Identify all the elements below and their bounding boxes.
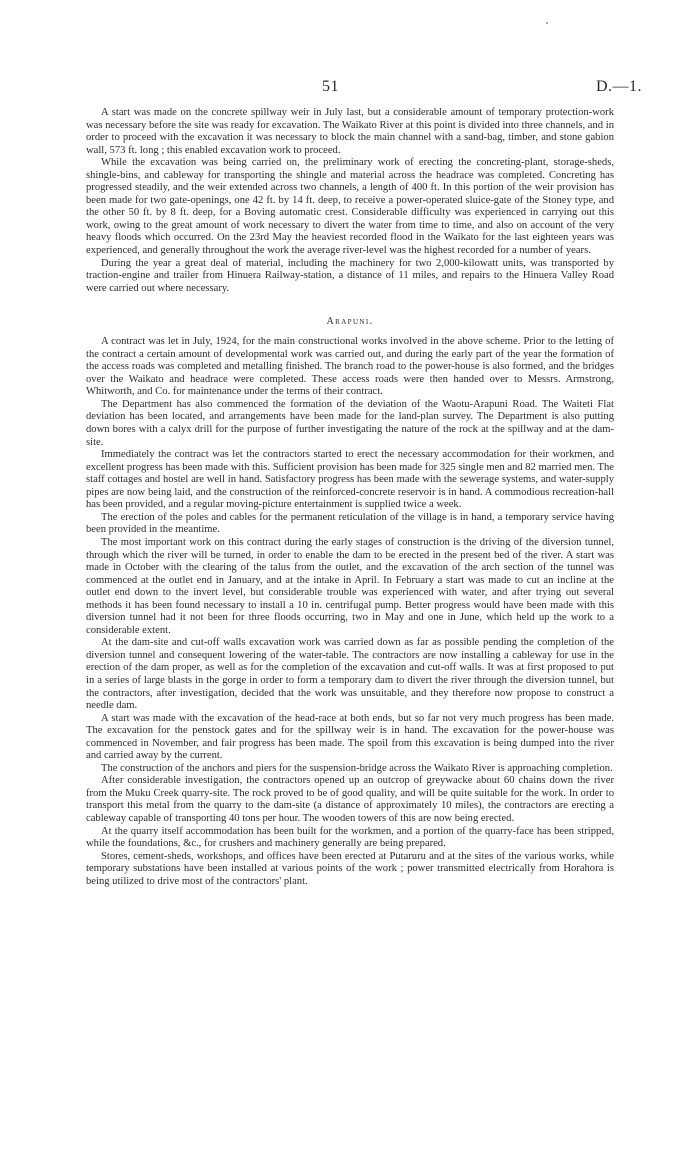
- paragraph: Immediately the contract was let the contractors started to erect the necessary accommodation for their workmen, and excellent progress has been made with this. Sufficient provision has been made for 325 single men and 82 married men. The staff cottages and hostel are well in hand. Satisfactory progress has been made with the sewerage systems, and water-supply pipes are now being laid, and the construction of the reinforced-concrete reservoir is in hand. A commodious recreation-hall has been provided, and a regular moving-picture entertainment is supplied twice a week.: [86, 449, 614, 511]
- paragraph: A start was made on the concrete spillway weir in July last, but a considerable amount of temporary protection-work was necessary before the site was ready for excavation. The Waikato River at this point is divided into three channels, and in order to proceed with the excavation it was necessary to block the main channel with a sand-bag, timber, and stone gabion wall, 573 ft. long ; this enabled excavation work to proceed.: [86, 107, 614, 156]
- paragraph: At the dam-site and cut-off walls excavation work was carried down as far as possible pending the completion of the diversion tunnel and consequent lowering of the water-table. The contractors are now installing a cableway for use in the erection of the dam proper, as well as for the completion of the excavation and cut-off walls. It was at first proposed to put in a series of large blasts in the gorge in order to form a temporary dam to divert the river through the diversion tunnel, but the contractors, after investigation, decided that the work was unsuitable, and they therefore now propose to construct a needle dam.: [86, 637, 614, 712]
- scan-speck: [546, 22, 548, 24]
- paragraph: The Department has also commenced the formation of the deviation of the Waotu-Arapuni Road. The Waiteti Flat deviation has been located, and arrangements have been made for the land-plan survey. The Department is also putting down bores with a calyx drill for the purpose of further investigating the nature of the rock at the spillway and at the dam-site.: [86, 398, 614, 448]
- paragraph: The construction of the anchors and piers for the suspension-bridge across the Waikato River is approaching completion.: [101, 762, 613, 774]
- paragraph: A contract was let in July, 1924, for the main constructional works involved in the above scheme. Prior to the letting of the contract a certain amount of developmental work was carried out, and during the early part of the year the formation of the access roads was completed and metalling finished. The branch road to the power-house is also formed, and the bridges over the Waikato and headrace were completed. These access roads were then handed over to Messrs. Armstrong, Whitworth, and Co. for maintenance under the terms of their contract.: [86, 336, 614, 398]
- paragraph: Stores, cement-sheds, workshops, and offices have been erected at Putaruru and at the sites of the various works, while temporary substations have been installed at various points of the work ; power transmitted electrically from Horahora is being utilized to drive most of the contractors' plant.: [86, 850, 614, 887]
- paragraph: While the excavation was being carried on, the preliminary work of erecting the concreting-plant, storage-sheds, shingle-bins, and cableway for transporting the shingle and material across the headrace was completed. Concreting has progressed steadily, and the weir extended across two channels, a length of 400 ft. In this portion of the weir provision has been made for two gate-openings, one 42 ft. by 14 ft. deep, to receive a power-operated sluice-gate of the Stoney type, and the other 50 ft. by 8 ft. deep, for a Boving automatic crest. Considerable difficulty was experienced in carrying out this work, owing to the great amount of work necessary to divert the water from time to time, and also on account of the very heavy floods which occurred. On the 23rd May the heaviest recorded flood in the Waikato for the last eighteen years was experienced, and generally throughout the work the average river-level was the highest recorded for a number of years.: [86, 157, 614, 257]
- document-reference: D.—1.: [596, 78, 643, 95]
- paragraph: At the quarry itself accommodation has been built for the workmen, and a portion of the quarry-face has been stripped, while the foundations, &c., for crushers and machinery generally are being prepared.: [86, 825, 614, 850]
- paragraph: The erection of the poles and cables for the permanent reticulation of the village is in hand, a temporary service having been provided in the meantime.: [86, 511, 614, 536]
- paragraph: During the year a great deal of material, including the machinery for two 2,000-kilowatt units, was transported by traction-engine and trailer from Hinuera Railway-station, a distance of 11 miles, and repairs to the Hinuera Valley Road were carried out where necessary.: [86, 257, 614, 294]
- section-heading: Arapuni.: [326, 316, 374, 328]
- paragraph: After considerable investigation, the contractors opened up an outcrop of greywacke about 60 chains down the river from the Muku Creek quarry-site. The rock proved to be of good quality, and will be quite suitable for the work. In order to transport this metal from the quarry to the dam-site (a distance of approximately 10 miles), the contractors are erecting a cableway capable of transporting 40 tons per hour. The wooden towers of this are now being erected.: [86, 775, 614, 824]
- document-body: [86, 107, 614, 888]
- paragraph: A start was made with the excavation of the head-race at both ends, but so far not very much progress has been made. The excavation for the penstock gates and for the spillway weir is in hand. The excavation for the power-house was commenced in November, and fair progress has been made. The spoil from this excavation is being dumped into the river and carried away by the current.: [86, 712, 614, 762]
- paragraph: The most important work on this contract during the early stages of construction is the driving of the diversion tunnel, through which the river will be turned, in order to enable the dam to be erected in the present bed of the river. A start was made in October with the clearing of the talus from the outlet, and the excavation of the arch section of the tunnel was commenced at the outlet end in January, and at the intake in April. In February a start was made to cut an incline at the outlet end down to the invert level, but considerable trouble was experienced with water, and after trying out several methods it has been found necessary to install a 10 in. centrifugal pump. Better progress would have been made with this diversion tunnel had it not been for three floods occurring, two in May and one in June, which held up the work to a considerable extent.: [86, 536, 614, 636]
- page-number: 51: [322, 78, 339, 95]
